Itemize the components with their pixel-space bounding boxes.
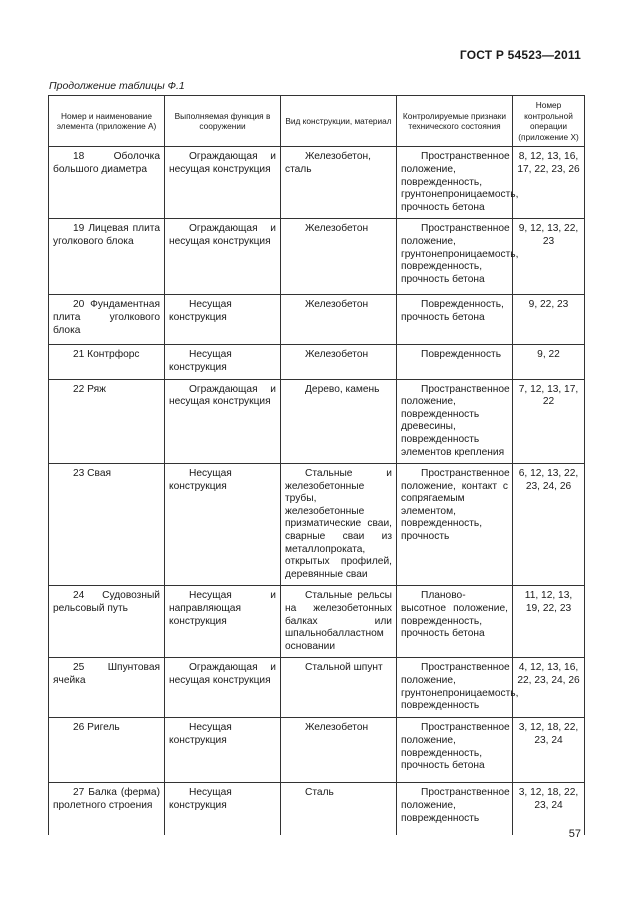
function-cell: Несущая конструкция [165,464,281,586]
signs-cell: Поврежденность, прочность бетона [397,295,513,345]
signs-cell: Пространственное положение, поврежденность, грунтонепроницаемость, прочность бетона [397,147,513,219]
function-cell: Ограждающая и несущая конструкция [165,219,281,295]
signs-cell: Пространственное положение, поврежденность [397,783,513,835]
signs-cell: Пространственное положение, грунтонепроницаемость, поврежденность, прочность бетона [397,219,513,295]
construction-cell: Стальные и железобетонные трубы, железобетонные призматические сваи, сварные сваи из металлопроката, открытых профилей, деревянные сваи [281,464,397,586]
construction-cell: Железобетон [281,345,397,379]
table-caption: Продолжение таблицы Ф.1 [49,80,185,92]
element-cell: 19 Лицевая плита уголкового блока [49,219,165,295]
construction-cell: Железобетон [281,718,397,783]
function-cell: Несущая конструкция [165,783,281,835]
function-cell: Несущая конструкция [165,345,281,379]
table-row [49,295,585,345]
construction-cell: Сталь [281,783,397,835]
document-standard-number: ГОСТ Р 54523—2011 [459,48,581,62]
table-row [49,219,585,295]
construction-cell: Железобетон, сталь [281,147,397,219]
construction-cell: Железобетон [281,295,397,345]
operations-cell: 4, 12, 13, 16, 22, 23, 24, 26 [513,658,585,718]
element-cell: 21 Контрфорс [49,345,165,379]
table-row [49,464,585,586]
table-header-row [49,96,585,147]
operations-cell: 3, 12, 18, 22, 23, 24 [513,783,585,835]
element-cell: 22 Ряж [49,379,165,464]
column-header-signs: Контролируемые признаки технического состояния [397,96,513,147]
signs-cell: Пространственное положение, грунтонепроницаемость, поврежденность [397,658,513,718]
operations-cell: 9, 22, 23 [513,295,585,345]
element-cell: 25 Шпунтовая ячейка [49,658,165,718]
column-header-construction: Вид конструкции, материал [281,96,397,147]
table-row [49,718,585,783]
signs-cell: Пространственное положение, контакт с сопрягаемым элементом, поврежденность, прочность [397,464,513,586]
function-cell: Ограждающая и несущая конструкция [165,658,281,718]
signs-cell: Пространственное положение, поврежденность, прочность бетона [397,718,513,783]
table-row [49,586,585,658]
function-cell: Несущая и направляющая конструкция [165,586,281,658]
function-cell: Несущая конструкция [165,295,281,345]
condition-table [48,95,585,835]
table-row [49,658,585,718]
signs-cell: Планово-высотное положение, поврежденность, прочность бетона [397,586,513,658]
column-header-function: Выполняемая функция в сооружении [165,96,281,147]
operations-cell: 7, 12, 13, 17, 22 [513,379,585,464]
table-row [49,147,585,219]
signs-cell: Поврежденность [397,345,513,379]
signs-cell: Пространственное положение, поврежденность древесины, поврежденность элементов крепления [397,379,513,464]
operations-cell: 9, 12, 13, 22, 23 [513,219,585,295]
element-cell: 20 Фундаментная плита уголкового блока [49,295,165,345]
table-row [49,379,585,464]
element-cell: 27 Балка (ферма) пролетного строения [49,783,165,835]
operations-cell: 3, 12, 18, 22, 23, 24 [513,718,585,783]
function-cell: Несущая конструкция [165,718,281,783]
table-row [49,345,585,379]
column-header-operations: Номер контрольной операции (приложение X) [513,96,585,147]
function-cell: Ограждающая и несущая конструкция [165,379,281,464]
column-header-element: Номер и наименование элемента (приложение А) [49,96,165,147]
construction-cell: Стальные рельсы на железобетонных балках или шпальнобалластном основании [281,586,397,658]
operations-cell: 6, 12, 13, 22, 23, 24, 26 [513,464,585,586]
element-cell: 26 Ригель [49,718,165,783]
operations-cell: 9, 22 [513,345,585,379]
function-cell: Ограждающая и несущая конструкция [165,147,281,219]
page-number: 57 [568,828,581,840]
construction-cell: Дерево, камень [281,379,397,464]
operations-cell: 8, 12, 13, 16, 17, 22, 23, 26 [513,147,585,219]
operations-cell: 11, 12, 13, 19, 22, 23 [513,586,585,658]
table-row [49,783,585,835]
element-cell: 18 Оболочка большого диаметра [49,147,165,219]
element-cell: 23 Свая [49,464,165,586]
construction-cell: Железобетон [281,219,397,295]
element-cell: 24 Судовозный рельсовый путь [49,586,165,658]
construction-cell: Стальной шпунт [281,658,397,718]
